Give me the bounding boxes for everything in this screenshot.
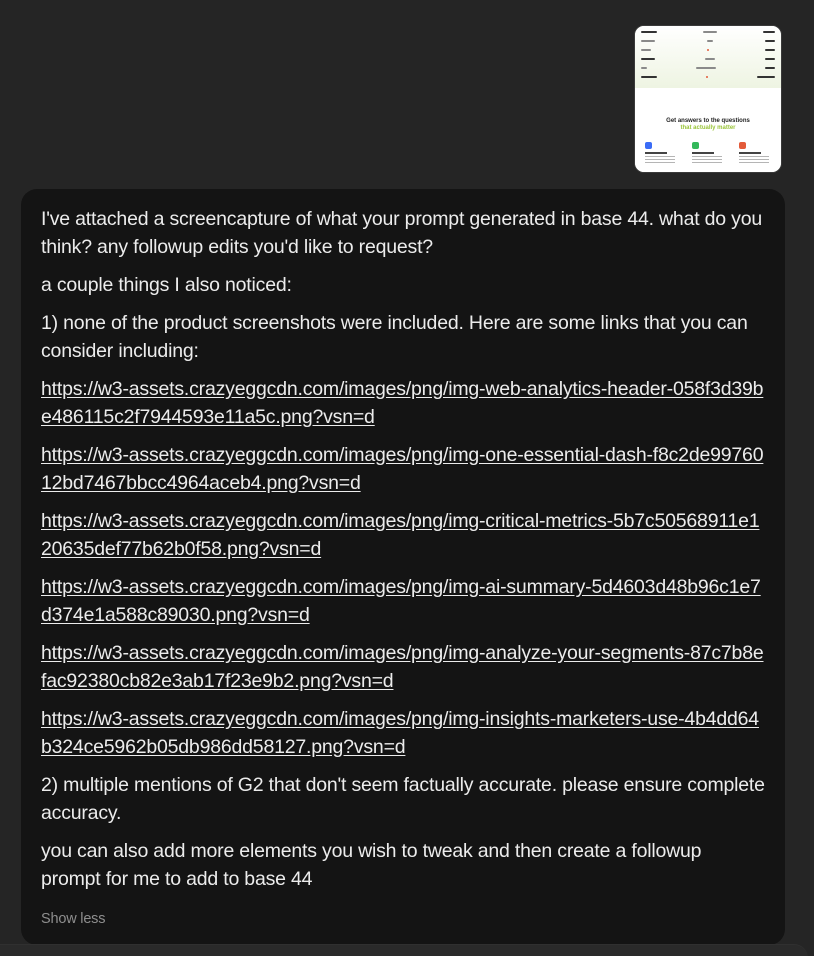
user-message-bubble bbox=[21, 189, 785, 945]
green-square-icon bbox=[692, 142, 699, 149]
message-paragraph: 1) none of the product screenshots were included. Here are some links that you can consider including: bbox=[41, 312, 748, 362]
link-critical-metrics[interactable]: https://w3-assets.crazyeggcdn.com/images/png/img-critical-metrics-5b7c50568911e120635def77b62b0f58.png?vsn=d bbox=[41, 510, 760, 560]
message-paragraph: I've attached a screencapture of what your prompt generated in base 44. what do you think? any followup edits you'd like to request? bbox=[41, 208, 763, 258]
red-square-icon bbox=[739, 142, 746, 149]
thumbnail-card bbox=[692, 142, 728, 163]
thumbnail-heading: Get answers to the questions that actually matter bbox=[666, 118, 750, 131]
thumbnail-comparison-table bbox=[635, 26, 781, 88]
message-paragraph: you can also add more elements you wish to tweak and then create a followup prompt for me to add to base 44 bbox=[41, 840, 702, 890]
link-ai-summary[interactable]: https://w3-assets.crazyeggcdn.com/images/png/img-ai-summary-5d4603d48b96c1e7d374e1a588c89030.png?vsn=d bbox=[41, 576, 761, 626]
message-paragraph: 2) multiple mentions of G2 that don't seem factually accurate. please ensure complete accuracy. bbox=[41, 774, 765, 824]
thumbnail-card bbox=[739, 142, 775, 163]
composer-bar-edge bbox=[0, 944, 808, 956]
link-insights-marketers-use[interactable]: https://w3-assets.crazyeggcdn.com/images/png/img-insights-marketers-use-4b4dd64b324ce5962b05db986dd58127.png?vsn=d bbox=[41, 708, 759, 758]
blue-square-icon bbox=[645, 142, 652, 149]
link-one-essential-dash[interactable]: https://w3-assets.crazyeggcdn.com/images/png/img-one-essential-dash-f8c2de9976012bd7467bbcc4964aceb4.png?vsn=d bbox=[41, 444, 764, 494]
link-web-analytics-header[interactable]: https://w3-assets.crazyeggcdn.com/images/png/img-web-analytics-header-058f3d39be486115c2f7944593e11a5c.png?vsn=d bbox=[41, 378, 764, 428]
attached-screenshot-thumbnail[interactable] bbox=[634, 25, 782, 173]
message-paragraph: a couple things I also noticed: bbox=[41, 274, 292, 296]
thumbnail-card bbox=[645, 142, 681, 163]
thumbnail-features-section bbox=[635, 88, 781, 172]
show-less-button[interactable]: Show less bbox=[41, 911, 106, 927]
link-analyze-your-segments[interactable]: https://w3-assets.crazyeggcdn.com/images/png/img-analyze-your-segments-87c7b8efac92380cb82e3ab17f23e9b2.png?vsn=d bbox=[41, 642, 764, 692]
